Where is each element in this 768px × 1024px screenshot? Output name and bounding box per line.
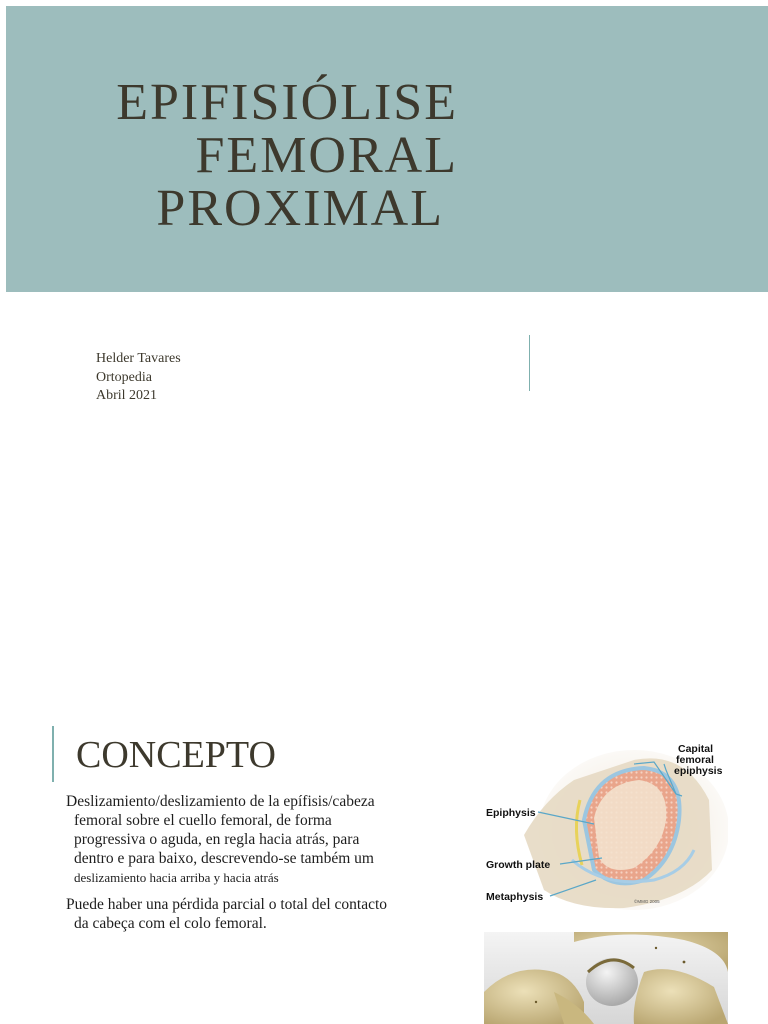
epiphysis-label: Epiphysis [486,807,536,819]
concept-paragraph-1 [66,792,446,887]
title-line-1: EPIFISIÓLISE [116,74,458,131]
author-name: Helder Tavares [96,351,181,366]
presentation-title [116,76,458,235]
paragraph-line: da cabeça com el colo femoral. [74,915,267,932]
paragraph-line: Deslizamiento/deslizamiento de la epífisis/cabeza [66,793,375,810]
capital-label: Capital femoral epiphysis [674,743,723,777]
paragraph-line: dentro e para baixo, descrevendo-se também um [74,850,374,867]
paragraph-line: progressiva o aguda, en regla hacia atrás, para [74,831,360,848]
paragraph-line: deslizamiento hacia arriba y hacia atrás [74,870,279,885]
department: Ortopedia [96,369,152,385]
concept-paragraph-2 [66,895,446,933]
presenter-info [96,350,181,406]
metaphysis-label: Metaphysis [486,891,544,903]
femoral-epiphysis-diagram [484,740,728,912]
title-line-3: PROXIMAL [156,180,444,237]
paragraph-line: femoral sobre el cuello femoral, de forma [74,812,332,829]
growth-plate-label: Growth plate [486,859,551,871]
title-line-2: FEMORAL [195,127,458,184]
heading-accent-bar [52,726,54,782]
presentation-date: Abril 2021 [96,388,158,403]
accent-divider [529,335,530,391]
paragraph-line: Puede haber una pérdida parcial o total del contacto [66,896,388,913]
copyright-label: ©MMG 2005 [634,899,660,904]
hip-bone-photo [484,932,728,1024]
title-banner [6,6,768,292]
section-heading: CONCEPTO [76,734,276,776]
